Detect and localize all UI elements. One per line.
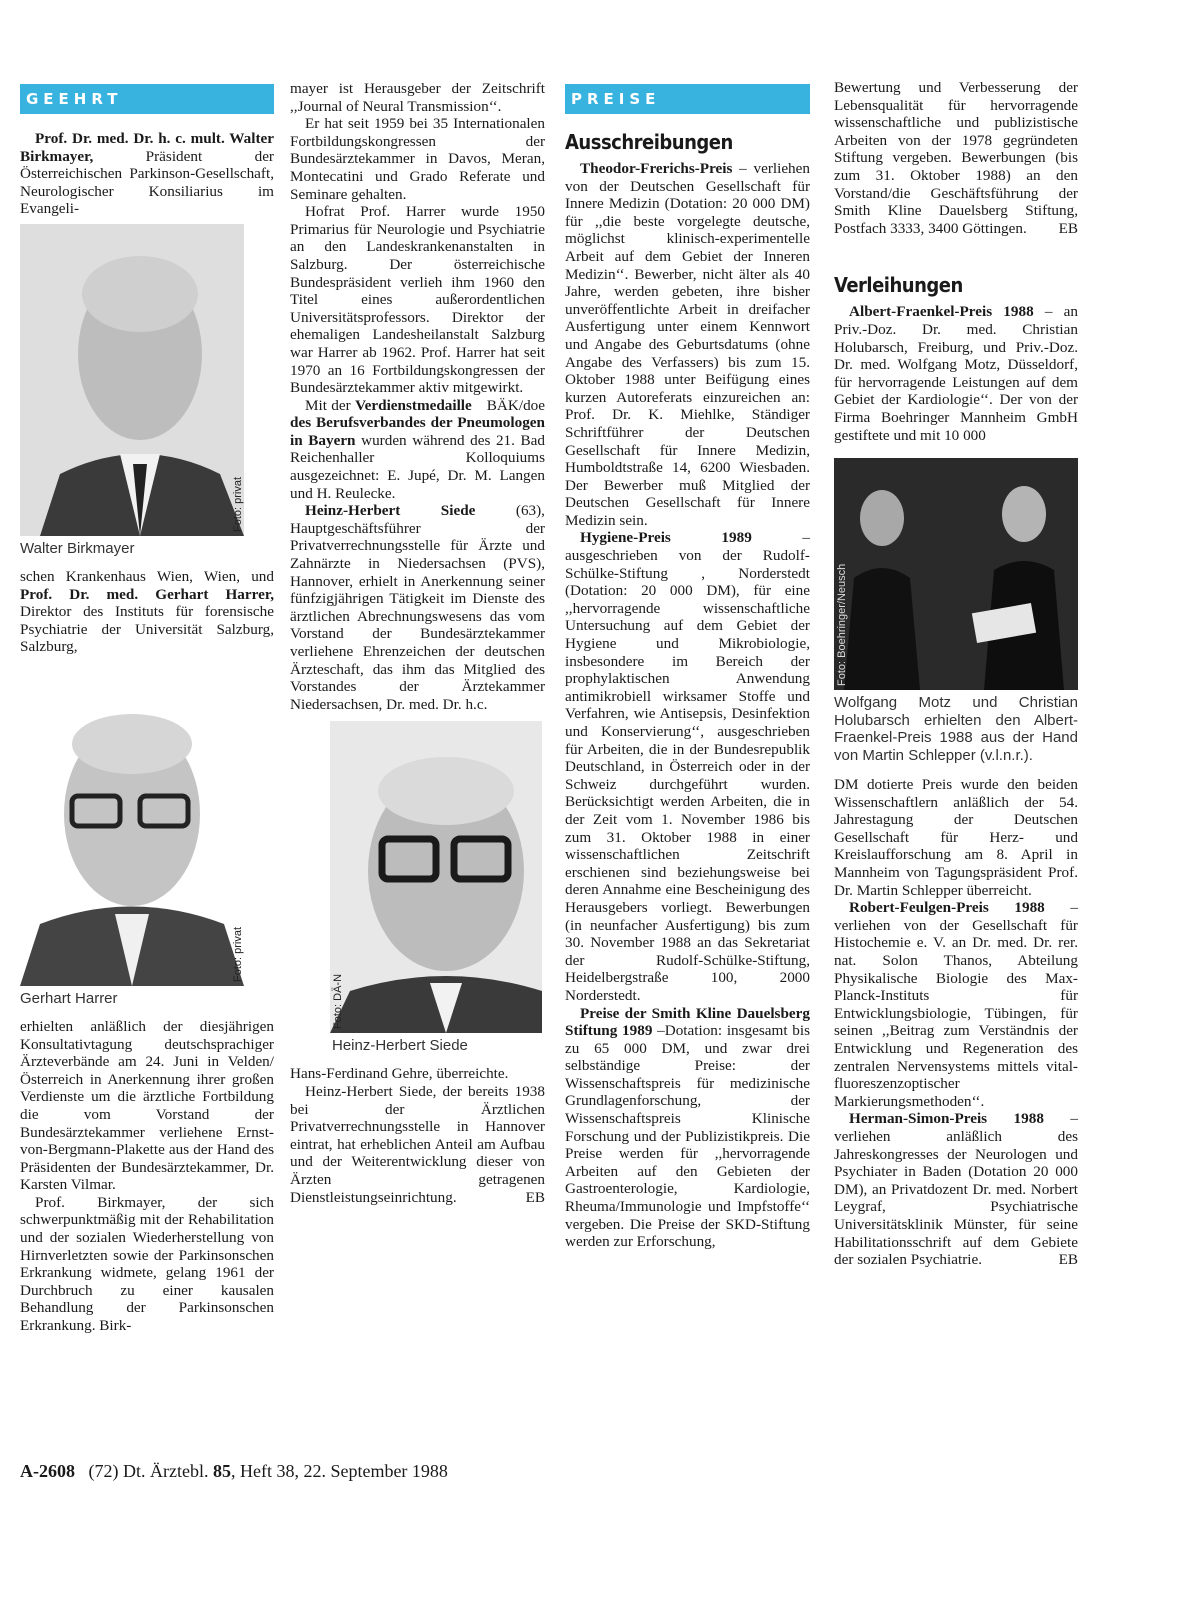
photo-credit: Foto: DÄ-N: [332, 974, 344, 1030]
simon-preis-entry: Herman-Simon-Preis 1988 – verliehen anläßlich des Jahreskongresses der Neurologen und Psychiater in Baden (Dotation 20 000 DM), an Privatdozent Dr. med. Norbert Leygraf, Psychiatrische Universitätsklinik Münster, für seine Habilitationsschrift auf dem Gebiete der sozialen Psychiatrie. EB: [834, 1110, 1079, 1269]
hygiene-preis-entry: Hygiene-Preis 1989 – ausgeschrieben von der Rudolf-Schülke-Stiftung , Norderstedt (Dotation: 20 000 DM), für eine ,,hervorragende wissenschaftliche Untersuchung auf dem Gebiet der Hygiene und Mikrobiologie, insbesondere im Bereich der prophylaktischen Anwendung antimikrobiell wirksamer Stoffe und Verfahren, wie Antisepsis, Desinfektion und Konservierung‘‘, ausgeschrieben für Arbeiten, die in der Bundesrepublik Deutschland, in Österreich oder in der Schweiz durchgeführt wurden. Berücksichtigt werden Arbeiten, die in der Zeit vom 1. November 1986 bis zum 31. Oktober 1988 in einer wissenschaftlichen Zeitschrift erschienen sind beziehungsweise bei deren Annahme eine Bescheinigung des Herausgebers vorliegt. Bewerbungen (in neunfacher Ausfertigung) bis zum 30. November 1988 an das Sekretariat der Rudolf-Schülke-Stiftung, Heidelbergstraße 100, 2000 Norderstedt.: [565, 529, 811, 1004]
photo-caption: Walter Birkmayer: [20, 539, 135, 557]
col2-paragraph-siede-history: Heinz-Herbert Siede, der bereits 1938 bei der Ärztlichen Privatverrechnungsstelle in Hannover eintrat, hat erheblichen Anteil am Aufbau und der Weiterentwicklung dieser von Ärzten getragenen Dienstleistungseinrichtung. EB: [290, 1082, 545, 1206]
section-banner-geehrt: GEEHRT: [20, 84, 274, 114]
photo-birkmayer: [20, 224, 244, 536]
section-banner-preise: PREISE: [565, 84, 810, 114]
col1-paragraph-birkmayer: Prof. Birkmayer, der sich schwerpunktmäßig mit der Rehabilitation und der sozialen Wiederherstellung von Hirnverletzten sowie der Parkinsonschen Erkrankung widmete, gelang 1961 der Durchbruch zu einer kausalen Behandlung der Parkinsonschen Erkrankung. Birk-: [20, 1193, 274, 1335]
col2-paragraph-1: mayer ist Herausgeber der Zeitschrift ,,Journal of Neural Transmission‘‘.: [290, 80, 545, 115]
harrer-name: Prof. Dr. med. Gerhart Harrer,: [20, 585, 274, 603]
birkmayer-name: Prof. Dr. med. Dr. h. c. mult. Walter Birkmayer,: [20, 130, 274, 165]
col2-paragraph-pneumologen: Mit der Verdienstmedaille des Berufsverbandes der Pneumologen in Bayern wurden während des 21. Bad Reichenhaller Kolloquiums ausgezeichnet: E. Jupé, Dr. M. Langen und H. Reulecke.: [290, 396, 546, 502]
col2-paragraph-gehre: Hans-Ferdinand Gehre, überreichte.: [290, 1065, 509, 1083]
group-photo-icon: [834, 458, 1078, 690]
fraenkel-preis-continued: DM dotierte Preis wurde den beiden Wissenschaftlern anläßlich der 54. Jahrestagung der Deutschen Gesellschaft für Herz- und Kreislaufforschung am 8. April in Mannheim von Tagungspräsident Prof. Dr. Martin Schlepper überreicht.: [834, 776, 1078, 899]
photo-credit: Foto: Boehringer/Neusch: [836, 563, 848, 687]
section-heading-verleihungen: Verleihungen: [834, 273, 963, 298]
column-2: [290, 80, 545, 1206]
col2-paragraph-2: Er hat seit 1959 bei 35 Internationalen Fortbildungskongressen der Bundesärztekammer in Davos, Meran, Montecatini und Grado Referate und Seminare gehalten.: [290, 115, 545, 203]
page-footer: A-2608 (72) Dt. Ärztebl. 85, Heft 38, 22. September 1988: [20, 1461, 448, 1481]
col2-paragraph-siede: Heinz-Herbert Siede (63), Hauptgeschäftsführer der Privatverrechnungsstelle für Ärzte und Zahnärzte in Niedersachsen (PVS), Hannover, erhielt in Anerkennung seiner fünfzigjährigen Tätigkeit im Dienste des ärztlichen Abrechnungswesens das vom Vorstand der Bundesärztekammer verliehene Ehrenzeichen der deutschen Ärzteschaft, das ihm das Mitglied des Vorstandes der Ärztekammer Niedersachsen, Dr. med. Dr. h.c.: [290, 502, 545, 713]
column-1: [20, 84, 274, 1335]
feulgen-preis-entry: Robert-Feulgen-Preis 1988 – verliehen von der Gesellschaft für Histochemie e. V. an Dr. med. Dr. rer. nat. Solon Thanos, Abteilung Physikalische Biologie des Max-Planck-Instituts für Entwicklungsbiologie, Tübingen, für seinen ,,Beitrag zum Verständnis der Entwicklung und Regeneration des zentralen Nervensystems mittels vital-fluoreszenzoptischer Markierungsmethoden‘‘.: [834, 899, 1078, 1110]
col2-paragraph-harrer: Hofrat Prof. Harrer wurde 1950 Primarius für Neurologie und Psychiatrie an den Landeskrankenanstalten in Salzburg. Der österreichische Bundespräsident verlieh ihm 1960 den Titel eines außerordentlichen Universitätsprofessors. Direktor der ehemaligen Landesheilanstalt Salzburg war Harrer ab 1962. Prof. Harrer hat seit 1970 an 16 Fortbildungskongressen der Bundesärztekammer aktiv mitgewirkt. BÄK/doe: [290, 203, 545, 414]
photo-credit: Foto: privat: [232, 926, 244, 982]
signature: BÄK/doe: [486, 396, 545, 414]
page-number: A-2608: [20, 1461, 75, 1481]
portrait-silhouette-icon: [330, 721, 542, 1033]
signature: EB: [525, 1188, 545, 1206]
harrer-intro: schen Krankenhaus Wien, Wien, und Prof. Dr. med. Gerhart Harrer, Direktor des Instituts für forensische Psychiatrie der Universität Salzburg, Salzburg,: [20, 567, 274, 656]
photo-caption: Gerhart Harrer: [20, 989, 118, 1007]
portrait-silhouette-icon: [20, 674, 244, 986]
photo-fraenkel-award: [834, 458, 1078, 690]
photo-siede: [330, 721, 542, 1033]
birkmayer-intro: Prof. Dr. med. Dr. h. c. mult. Walter Birkmayer, Präsident der Österreichischen Parkinson-Gesellschaft, Neurologischer Konsiliarius im Evangeli-: [20, 130, 274, 218]
section-heading-ausschreibungen: Ausschreibungen: [565, 130, 733, 154]
signature: EB: [1058, 219, 1078, 237]
column-3: [565, 84, 810, 1251]
smith-kline-preis-entry: Preise der Smith Kline Dauelsberg Stiftung 1989 –Dotation: insgesamt bis zu 65 000 DM, und zwar drei selbständige Preise: der Wissenschaftspreis für medizinische Grundlagenforschung, der Wissenschaftspreis Klinische Forschung und der Publizistikpreis. Die Preise werden für ,,hervorragende Arbeiten auf den Gebieten der Gastroenterologie, Kardiologie, Rheuma/Immunologie und Impfstoffe‘‘ vergeben. Die Preise der SKD-Stiftung werden zur Erforschung,: [565, 1004, 810, 1251]
photo-credit: Foto: privat: [232, 476, 244, 532]
fraenkel-preis-entry: Albert-Fraenkel-Preis 1988 – an Priv.-Doz. Dr. med. Christian Holubarsch, Freiburg, und Priv.-Doz. Dr. med. Wolfgang Motz, Düsseldorf, für hervorragende Leistungen auf dem Gebiet der Kardiologie‘‘. Der von der Firma Boehringer Mannheim GmbH gestiftete und mit 10 000: [834, 303, 1079, 444]
col1-paragraph-ceremony: erhielten anläßlich der diesjährigen Konsultativtagung deutschsprachiger Ärzteverbände am 24. Juni in Velden/Österreich in Anerkennung ihrer großen Verdienste um die ärztliche Fortbildung die vom Vorstand der Bundesärztekammer verliehene Ernst-von-Bergmann-Plakette aus der Hand des Präsidenten der Bundesärztekammer, Dr. Karsten Vilmar.: [20, 1017, 274, 1194]
portrait-silhouette-icon: [20, 224, 244, 536]
photo-caption: Wolfgang Motz und Christian Holubarsch erhielten den Albert-Fraenkel-Preis 1988 aus der Hand von Martin Schlepper (v.l.n.r.).: [834, 694, 1078, 764]
frerichs-preis-entry: Theodor-Frerichs-Preis – verliehen von der Deutschen Gesellschaft für Innere Medizin (Dotation: 20 000 DM) für ,,die beste vorgelegte deutsche, möglichst klinisch-experimentelle Arbeit auf dem Gebiet der Inneren Medizin‘‘. Bewerber, nicht älter als 40 Jahre, werden gebeten, ihre bisher unveröffentlichte Arbeit in dreifacher Ausfertigung unter einem Kennwort und Angabe des Geburtsdatums (ohne Angabe des Verfassers) bis zum 15. Oktober 1988 unter Beifügung eines kurzen Autoreferats einzureichen an: Prof. Dr. K. Miehlke, Ständiger Schriftführer der Deutschen Gesellschaft für Innere Medizin, Humboldtstraße 14, 6200 Wiesbaden. Der Bewerber muß Mitglied der Deutschen Gesellschaft für Innere Medizin sein.: [565, 160, 810, 529]
signature: EB: [1058, 1251, 1078, 1269]
photo-harrer: [20, 674, 244, 986]
col4-paragraph-skd: Bewertung und Verbesserung der Lebensqualität für hervorragende wissenschaftliche und publizistische Arbeiten von der 1978 gegründeten Stiftung vergeben. Bewerbungen (bis zum 31. Oktober 1988) an den Vorstand/die Geschäftsführung der Smith Kline Dauelsberg Stiftung, Postfach 3333, 3400 Göttingen. EB: [834, 79, 1078, 237]
column-4: [834, 79, 1078, 1269]
photo-caption: Heinz-Herbert Siede: [332, 1037, 468, 1055]
